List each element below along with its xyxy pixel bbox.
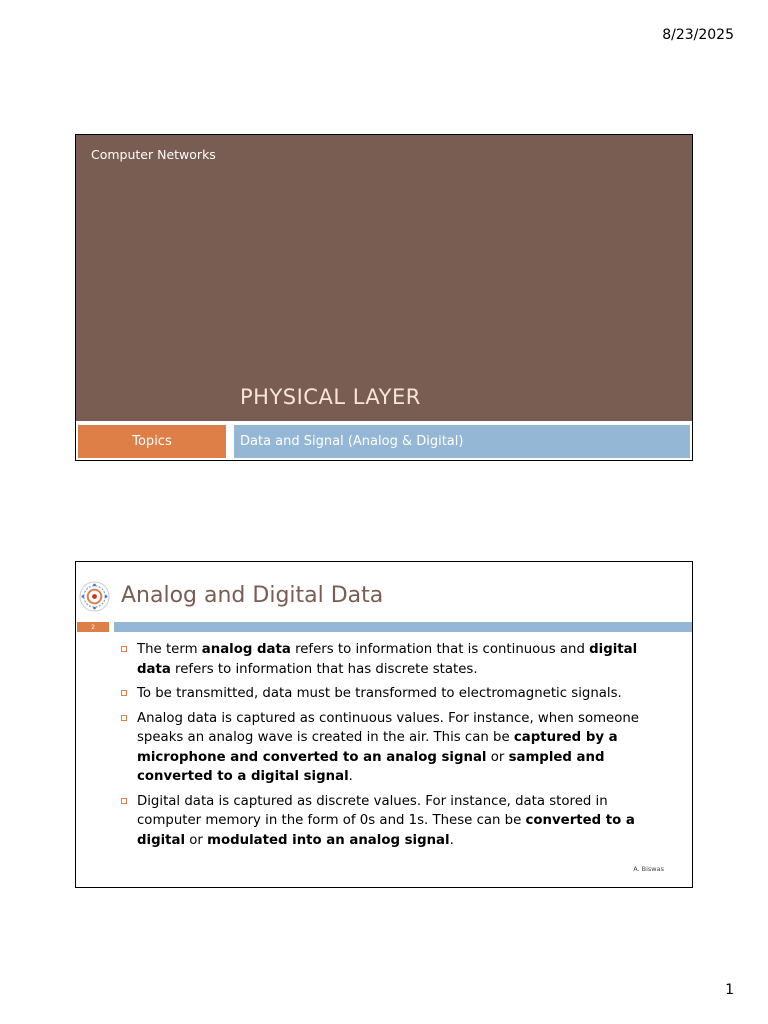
bullet-text: or [486, 749, 509, 765]
header-divider-bar [114, 622, 692, 632]
bold-text: sampled and converted to a digital signal [137, 749, 605, 784]
square-bullet-icon [121, 798, 127, 804]
bold-text: converted to a digital [137, 813, 635, 848]
institute-logo-icon [78, 580, 111, 613]
bullet-item [116, 640, 661, 679]
course-name: Computer Networks [91, 147, 216, 162]
bold-text: modulated into an analog signal [207, 832, 450, 848]
slide-title: PHYSICAL LAYER [240, 385, 421, 409]
topics-label: Topics [78, 425, 226, 458]
bullet-item [116, 684, 661, 704]
bold-text: captured by a microphone and converted to an analog signal [137, 730, 618, 765]
content-slide [75, 561, 693, 888]
bullet-text: refers to information that has discrete states. [170, 661, 478, 677]
bullet-text: Digital data is captured as discrete values. For instance, data stored in computer memory in the form of 0s and 1s. These can be [137, 793, 608, 828]
bullet-text: Analog data is captured as continuous values. For instance, when someone speaks an analog wave is created in the air. This can be [137, 710, 639, 745]
slide-heading: Analog and Digital Data [121, 583, 384, 608]
bullet-item [116, 792, 661, 851]
slide-number: 2 [77, 622, 109, 632]
bold-text: digital data [137, 642, 638, 677]
square-bullet-icon [121, 690, 127, 696]
page-number: 1 [725, 982, 734, 998]
bold-text: analog data [201, 642, 291, 657]
square-bullet-icon [121, 715, 127, 721]
bullet-text: The term [137, 642, 202, 657]
bullet-text: . [348, 769, 353, 784]
bullet-list [116, 640, 661, 855]
bullet-item [116, 709, 661, 787]
bullet-text: . [449, 832, 454, 848]
title-banner [76, 135, 692, 421]
topic-text: Data and Signal (Analog & Digital) [234, 425, 690, 458]
bullet-text: or [185, 832, 208, 848]
title-slide [75, 134, 693, 461]
bullet-text: To be transmitted, data must be transformed to electromagnetic signals. [137, 686, 622, 701]
author-credit: A. Biswas [633, 865, 664, 873]
print-date: 8/23/2025 [662, 27, 734, 43]
square-bullet-icon [121, 646, 127, 652]
bullet-text: refers to information that is continuous and [290, 642, 590, 657]
